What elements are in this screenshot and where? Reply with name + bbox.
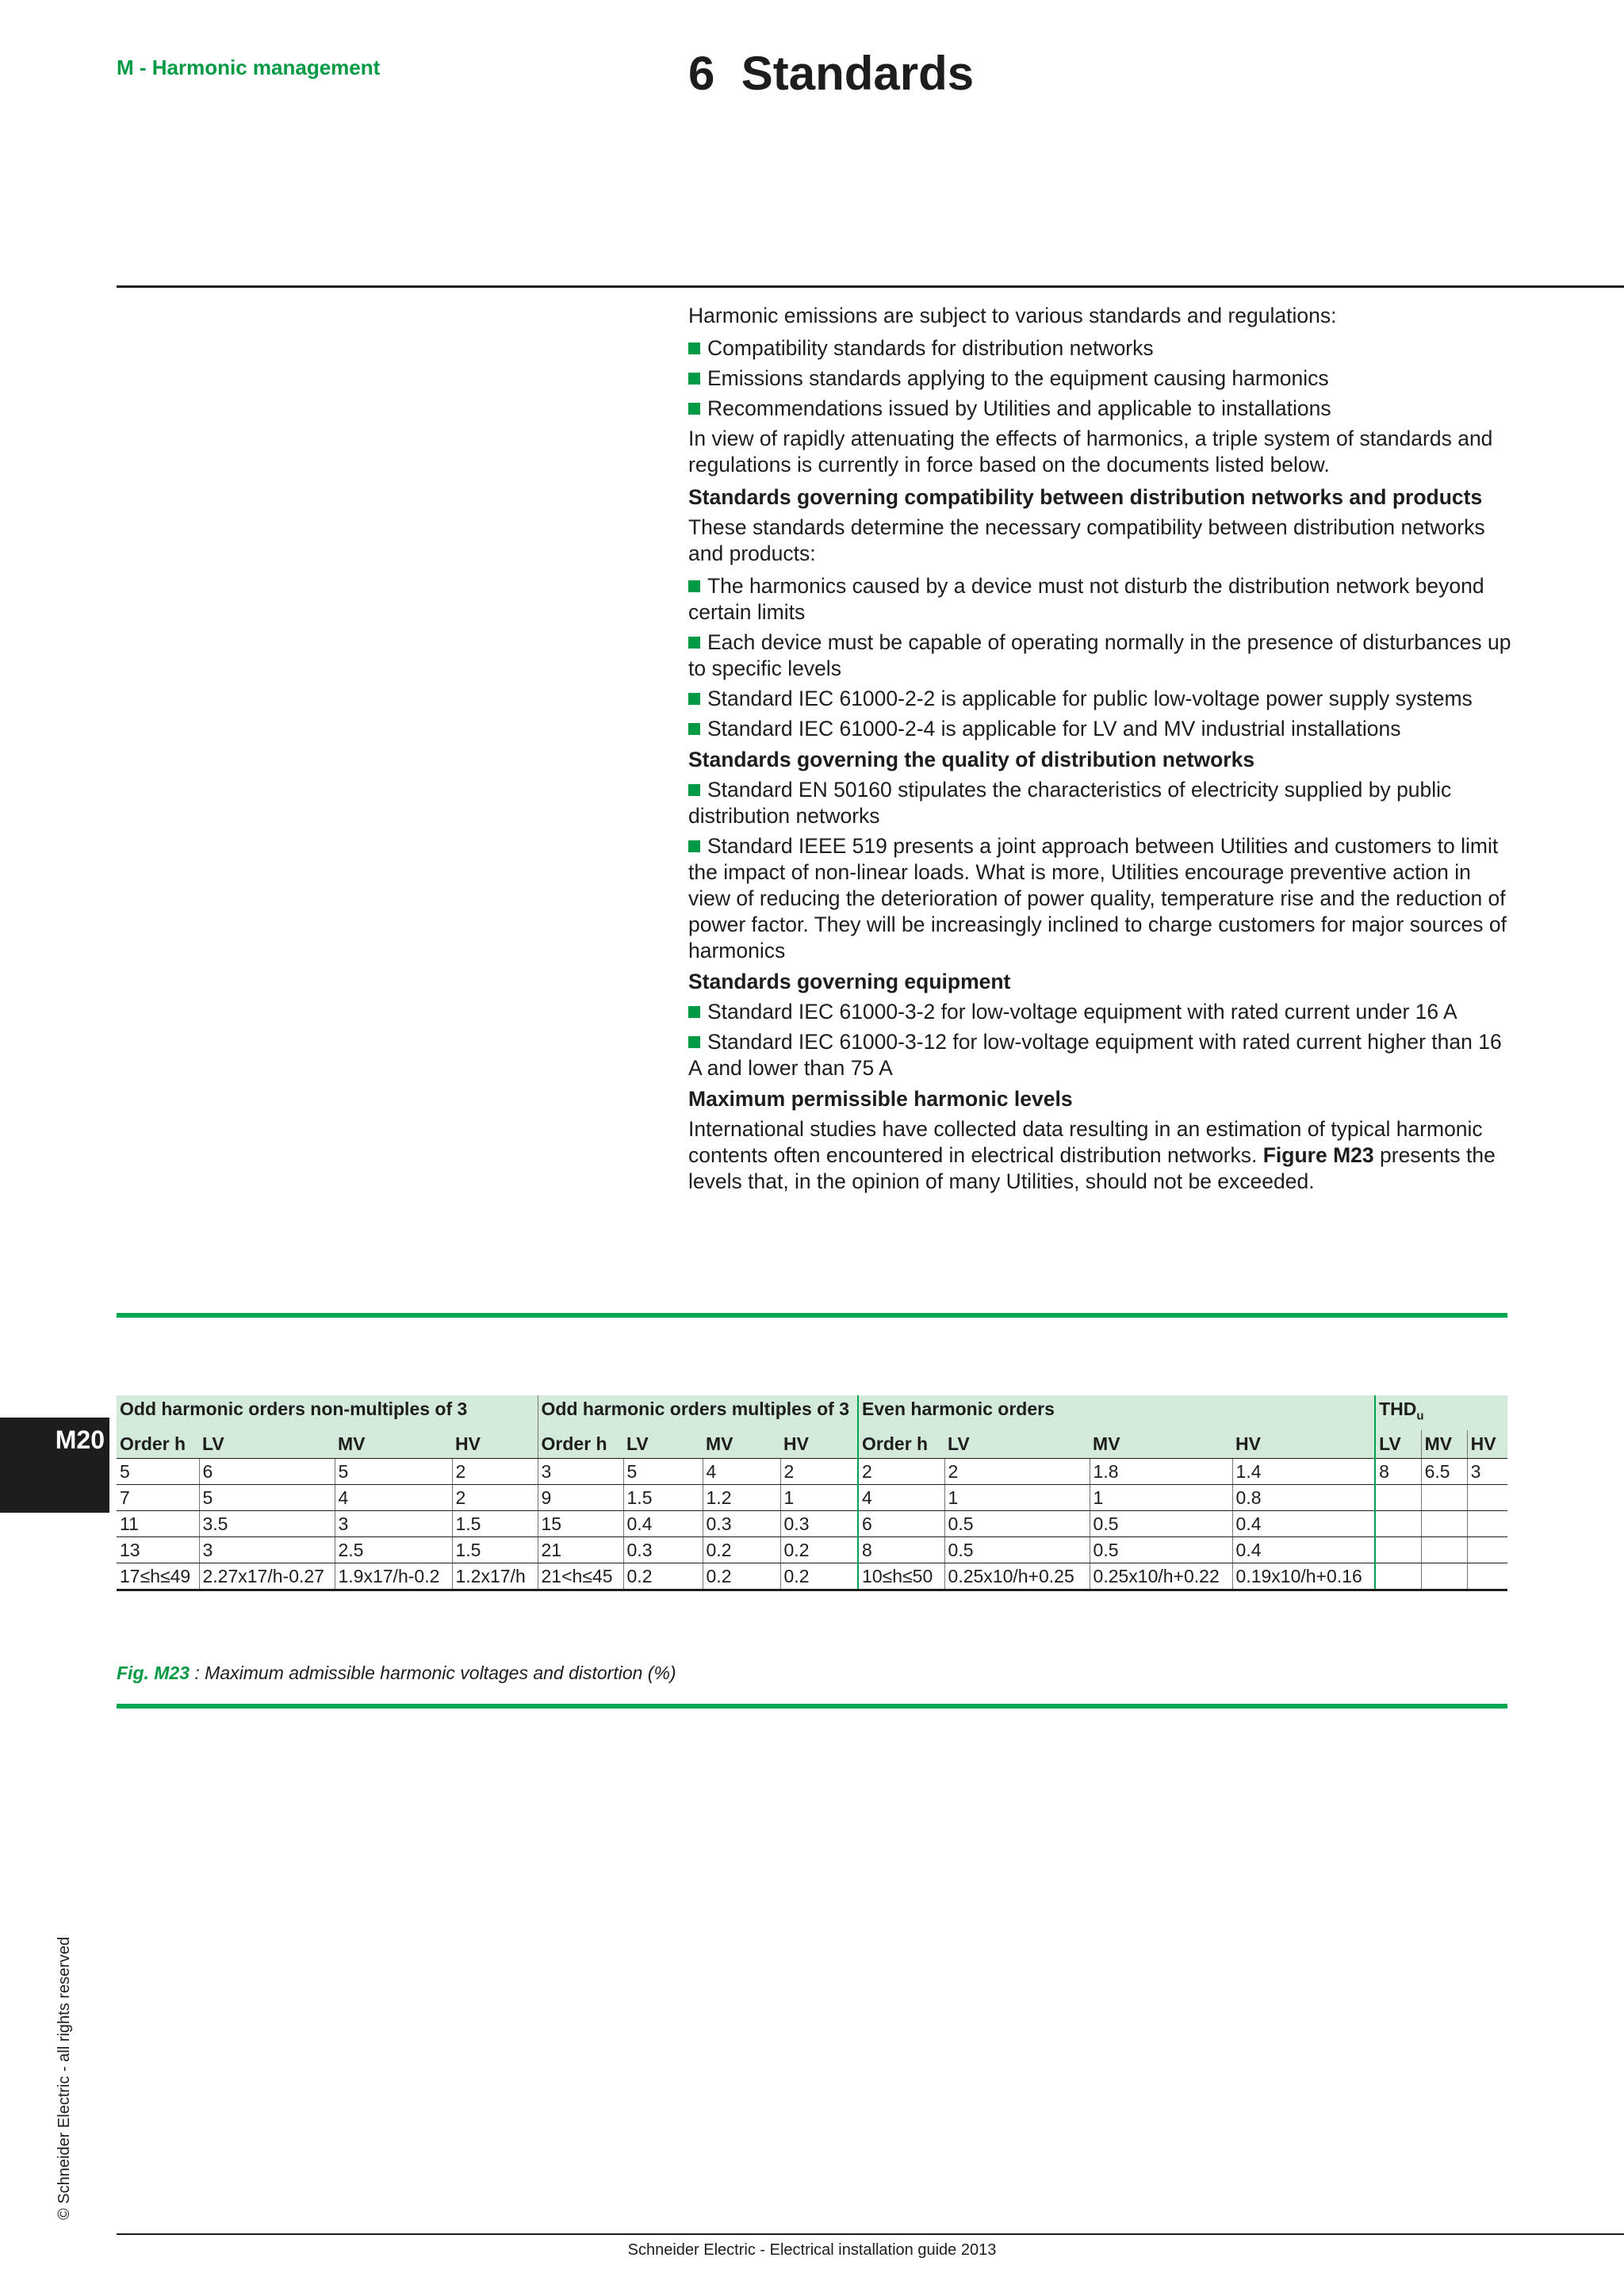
table-cell: 0.4 bbox=[1232, 1536, 1375, 1563]
list-item: Each device must be capable of operating normally in the presence of disturbances up to specific levels bbox=[688, 630, 1511, 680]
table-cell bbox=[1375, 1510, 1421, 1536]
list-item: Standard IEC 61000-2-2 is applicable for public low-voltage power supply systems bbox=[688, 686, 1513, 712]
table-cell: 11 bbox=[117, 1510, 199, 1536]
table-cell: 0.5 bbox=[944, 1536, 1090, 1563]
list-item: The harmonics caused by a device must not disturb the distribution network beyond certain limits bbox=[688, 574, 1484, 624]
max-levels-paragraph: International studies have collected data resulting in an estimation of typical harmonic contents often encountered in electrical distribution networks. Figure M23 presents the levels that, in the opinion of many Utilities, should not be exceeded. bbox=[688, 1117, 1496, 1193]
table-cell bbox=[1467, 1536, 1507, 1563]
table-cell: 2.27x17/h-0.27 bbox=[199, 1563, 335, 1590]
table-cell: 1.2 bbox=[703, 1484, 780, 1510]
table-cell: 0.2 bbox=[780, 1563, 858, 1590]
section-title: M - Harmonic management bbox=[117, 55, 381, 79]
table-cell: 0.2 bbox=[703, 1563, 780, 1590]
column-header: MV bbox=[1421, 1430, 1467, 1459]
column-header: Order h bbox=[538, 1430, 623, 1459]
table-cell: 6.5 bbox=[1421, 1458, 1467, 1484]
table-cell: 3 bbox=[199, 1536, 335, 1563]
table-cell bbox=[1467, 1510, 1507, 1536]
figure-top-rule bbox=[117, 1313, 1507, 1318]
table-cell: 1.9x17/h-0.2 bbox=[335, 1563, 452, 1590]
list-item: Standard EN 50160 stipulates the characteristics of electricity supplied by public distribution networks bbox=[688, 778, 1452, 828]
table-cell: 1.5 bbox=[623, 1484, 703, 1510]
column-header: MV bbox=[703, 1430, 780, 1459]
table-cell: 1 bbox=[944, 1484, 1090, 1510]
column-header: HV bbox=[780, 1430, 858, 1459]
table-cell: 15 bbox=[538, 1510, 623, 1536]
bullet-square-icon bbox=[688, 580, 700, 592]
column-header: Order h bbox=[117, 1430, 199, 1459]
table-cell: 6 bbox=[199, 1458, 335, 1484]
table-cell: 6 bbox=[858, 1510, 944, 1536]
table-cell bbox=[1375, 1484, 1421, 1510]
table-cell bbox=[1421, 1563, 1467, 1590]
intro-paragraph: Harmonic emissions are subject to various standards and regulations: bbox=[688, 304, 1337, 327]
copyright-notice: © Schneider Electric - all rights reserved bbox=[56, 1936, 73, 2220]
bullet-square-icon bbox=[688, 373, 700, 385]
table-cell: 5 bbox=[623, 1458, 703, 1484]
table-cell: 4 bbox=[703, 1458, 780, 1484]
list-item: Standard IEC 61000-2-4 is applicable for LV and MV industrial installations bbox=[688, 716, 1513, 742]
column-header: HV bbox=[1467, 1430, 1507, 1459]
table-cell bbox=[1467, 1484, 1507, 1510]
list-item: Standard IEC 61000-3-2 for low-voltage equipment with rated current under 16 A bbox=[688, 999, 1513, 1025]
harmonic-levels-table bbox=[117, 1395, 1507, 1591]
table-subheader-row bbox=[117, 1430, 1507, 1459]
group-header-odd-non-multiples: Odd harmonic orders non-multiples of 3 bbox=[117, 1395, 538, 1430]
table-cell: 1.8 bbox=[1090, 1458, 1232, 1484]
table-row bbox=[117, 1536, 1507, 1563]
table-cell: 5 bbox=[117, 1458, 199, 1484]
compatibility-intro: These standards determine the necessary compatibility between distribution networks and products: bbox=[688, 515, 1485, 565]
table-cell: 1.2x17/h bbox=[452, 1563, 538, 1590]
bullet-square-icon bbox=[688, 693, 700, 705]
table-cell: 0.25x10/h+0.22 bbox=[1090, 1563, 1232, 1590]
chapter-title bbox=[688, 46, 974, 101]
table-cell: 21<h≤45 bbox=[538, 1563, 623, 1590]
list-item: Emissions standards applying to the equipment causing harmonics bbox=[688, 365, 1513, 392]
table-cell: 0.3 bbox=[780, 1510, 858, 1536]
list-item: Standard IEEE 519 presents a joint approach between Utilities and customers to limit the impact of non-linear loads. What is more, Utilities encourage preventive action in view of reducing the deterioration of power quality, temperature rise and the reduction of power factor. They will be increasingly inclined to charge customers for major sources of harmonics bbox=[688, 834, 1507, 962]
table-cell: 0.8 bbox=[1232, 1484, 1375, 1510]
table-cell: 1.5 bbox=[452, 1510, 538, 1536]
table-cell: 0.4 bbox=[1232, 1510, 1375, 1536]
table-cell: 1.4 bbox=[1232, 1458, 1375, 1484]
table-cell: 1 bbox=[780, 1484, 858, 1510]
table-cell: 2 bbox=[452, 1458, 538, 1484]
bullet-square-icon bbox=[688, 1006, 700, 1018]
table-cell: 17≤h≤49 bbox=[117, 1563, 199, 1590]
bullet-square-icon bbox=[688, 403, 700, 415]
table-cell: 5 bbox=[199, 1484, 335, 1510]
figure-label: Fig. M23 bbox=[117, 1663, 190, 1683]
bullet-square-icon bbox=[688, 723, 700, 735]
table-cell: 3 bbox=[538, 1458, 623, 1484]
table-cell: 2 bbox=[944, 1458, 1090, 1484]
figure-bottom-rule bbox=[117, 1704, 1507, 1709]
heading-max-levels: Maximum permissible harmonic levels bbox=[688, 1087, 1073, 1111]
header-rule bbox=[117, 285, 1624, 288]
table-cell: 3 bbox=[1467, 1458, 1507, 1484]
table-cell bbox=[1421, 1536, 1467, 1563]
table-cell: 0.2 bbox=[703, 1536, 780, 1563]
footer-text: Schneider Electric - Electrical installation guide 2013 bbox=[627, 2241, 997, 2259]
table-cell: 3.5 bbox=[199, 1510, 335, 1536]
triple-system-paragraph: In view of rapidly attenuating the effects of harmonics, a triple system of standards and regulations is currently in force based on the documents listed below. bbox=[688, 427, 1493, 476]
table-cell: 2 bbox=[858, 1458, 944, 1484]
column-header: HV bbox=[1232, 1430, 1375, 1459]
caption-text: : Maximum admissible harmonic voltages and distortion (%) bbox=[190, 1663, 676, 1683]
table-cell bbox=[1375, 1536, 1421, 1563]
list-item: Recommendations issued by Utilities and applicable to installations bbox=[688, 396, 1513, 422]
table-cell: 10≤h≤50 bbox=[858, 1563, 944, 1590]
table-cell: 2 bbox=[780, 1458, 858, 1484]
chapter-title-text: Standards bbox=[741, 47, 975, 100]
table-row bbox=[117, 1563, 1507, 1590]
table-cell: 8 bbox=[1375, 1458, 1421, 1484]
group-header-odd-multiples: Odd harmonic orders multiples of 3 bbox=[538, 1395, 858, 1430]
table-cell: 4 bbox=[858, 1484, 944, 1510]
bullet-square-icon bbox=[688, 840, 700, 852]
figure-reference: Figure M23 bbox=[1262, 1143, 1374, 1167]
list-item: Compatibility standards for distribution networks bbox=[688, 335, 1513, 362]
heading-equipment: Standards governing equipment bbox=[688, 970, 1011, 993]
figure-caption bbox=[117, 1663, 676, 1684]
heading-compatibility: Standards governing compatibility between distribution networks and products bbox=[688, 485, 1483, 509]
body-text bbox=[688, 303, 1513, 1201]
table-cell: 2 bbox=[452, 1484, 538, 1510]
table-cell: 9 bbox=[538, 1484, 623, 1510]
table-cell: 0.5 bbox=[944, 1510, 1090, 1536]
table-cell: 0.19x10/h+0.16 bbox=[1232, 1563, 1375, 1590]
bullet-square-icon bbox=[688, 342, 700, 354]
table-cell bbox=[1375, 1563, 1421, 1590]
column-header: LV bbox=[1375, 1430, 1421, 1459]
group-header-even: Even harmonic orders bbox=[858, 1395, 1375, 1430]
table-cell: 0.3 bbox=[703, 1510, 780, 1536]
table-group-header-row bbox=[117, 1395, 1507, 1430]
table-cell: 1 bbox=[1090, 1484, 1232, 1510]
table-cell bbox=[1421, 1510, 1467, 1536]
table-cell: 4 bbox=[335, 1484, 452, 1510]
table-cell: 8 bbox=[858, 1536, 944, 1563]
chapter-number: 6 bbox=[688, 47, 715, 100]
table-cell: 0.4 bbox=[623, 1510, 703, 1536]
column-header: LV bbox=[623, 1430, 703, 1459]
table-cell bbox=[1421, 1484, 1467, 1510]
list-item: Standard IEC 61000-3-12 for low-voltage equipment with rated current higher than 16 A and lower than 75 A bbox=[688, 1030, 1502, 1080]
heading-quality: Standards governing the quality of distribution networks bbox=[688, 748, 1255, 771]
table-cell: 0.3 bbox=[623, 1536, 703, 1563]
table-row bbox=[117, 1458, 1507, 1484]
table-row bbox=[117, 1510, 1507, 1536]
table-cell: 0.25x10/h+0.25 bbox=[944, 1563, 1090, 1590]
column-header: Order h bbox=[858, 1430, 944, 1459]
column-header: MV bbox=[1090, 1430, 1232, 1459]
table-cell: 13 bbox=[117, 1536, 199, 1563]
table-cell: 2.5 bbox=[335, 1536, 452, 1563]
table-cell: 0.5 bbox=[1090, 1536, 1232, 1563]
bullet-square-icon bbox=[688, 1036, 700, 1048]
bullet-square-icon bbox=[688, 784, 700, 796]
table-cell: 1.5 bbox=[452, 1536, 538, 1563]
column-header: LV bbox=[944, 1430, 1090, 1459]
table-row bbox=[117, 1484, 1507, 1510]
table-cell: 7 bbox=[117, 1484, 199, 1510]
bullet-square-icon bbox=[688, 637, 700, 649]
page-number: M20 bbox=[55, 1425, 105, 1454]
table-cell bbox=[1467, 1563, 1507, 1590]
group-header-thd: $THD_u$ bbox=[1375, 1395, 1507, 1430]
table-cell: 0.2 bbox=[623, 1563, 703, 1590]
page-number-tab bbox=[0, 1418, 109, 1513]
column-header: HV bbox=[452, 1430, 538, 1459]
footer-rule bbox=[117, 2233, 1624, 2235]
table-cell: 5 bbox=[335, 1458, 452, 1484]
table-cell: 0.2 bbox=[780, 1536, 858, 1563]
column-header: MV bbox=[335, 1430, 452, 1459]
column-header: LV bbox=[199, 1430, 335, 1459]
table-cell: 21 bbox=[538, 1536, 623, 1563]
table-cell: 0.5 bbox=[1090, 1510, 1232, 1536]
table-cell: 3 bbox=[335, 1510, 452, 1536]
